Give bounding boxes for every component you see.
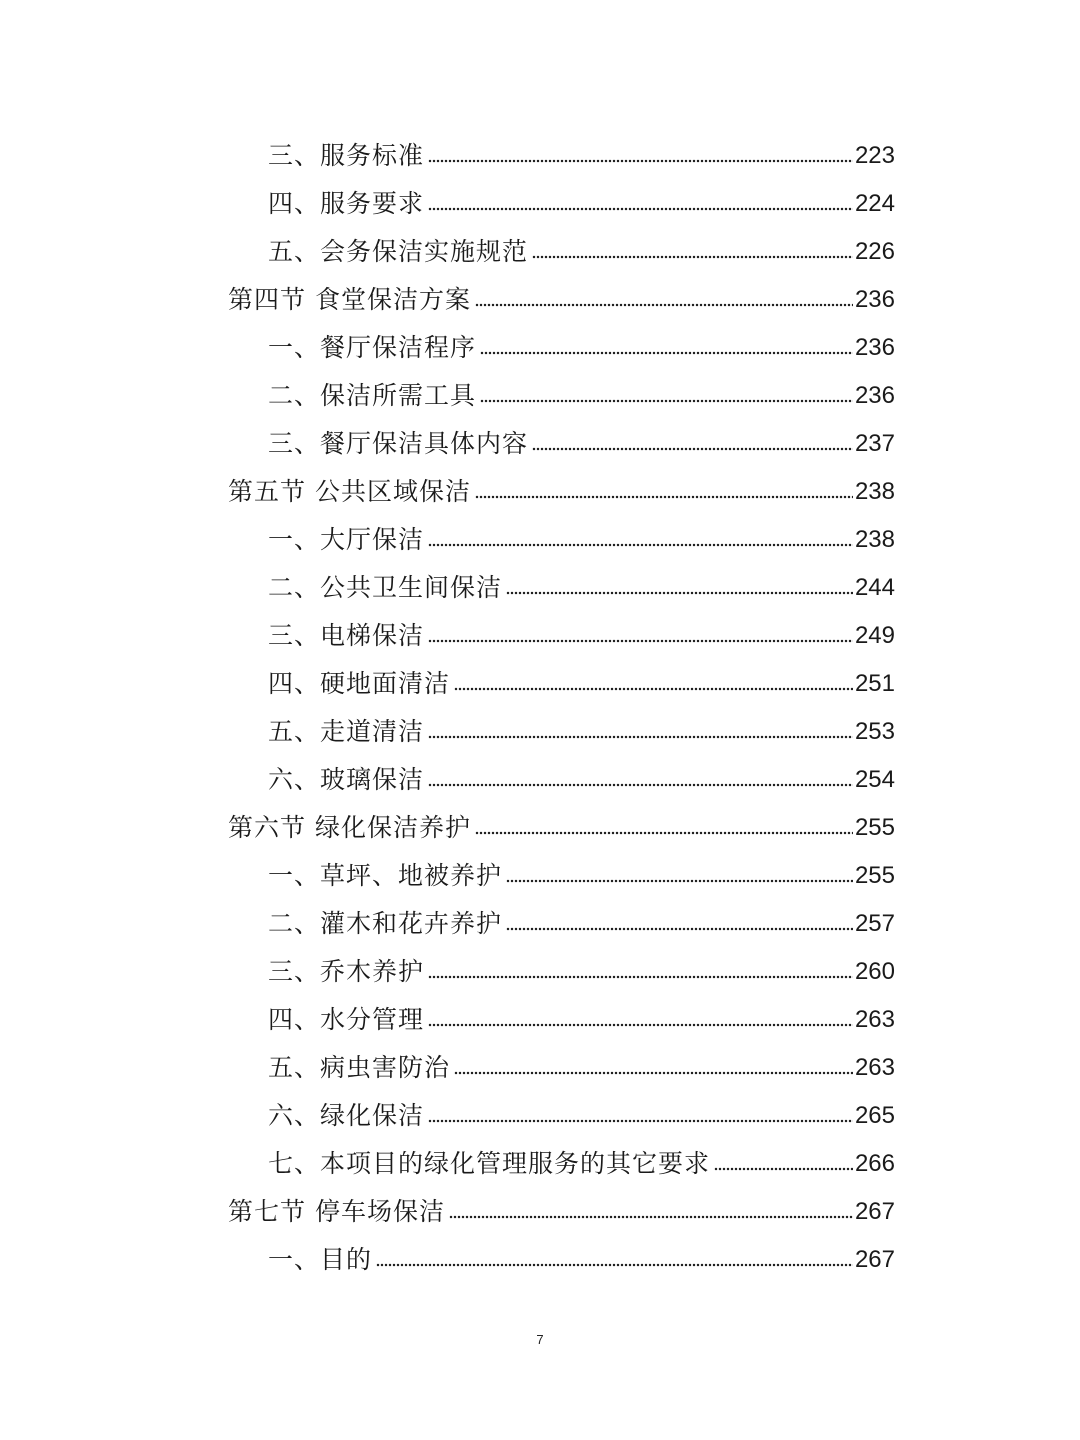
toc-entry-title: 四、服务要求 (268, 189, 425, 218)
dot-leader (506, 590, 853, 596)
toc-page-number: 236 (854, 286, 895, 313)
toc-page-number: 238 (854, 478, 895, 505)
toc-page-number: 267 (854, 1198, 895, 1225)
toc-page-number: 267 (854, 1246, 895, 1273)
toc-entry-title: 三、服务标准 (268, 141, 425, 170)
toc-entry-title: 二、保洁所需工具 (268, 381, 477, 410)
toc-section-entry[interactable] (228, 805, 895, 845)
toc-entry-title: 第五节 公共区域保洁 (228, 477, 471, 506)
toc-page-number: 257 (854, 910, 895, 937)
dot-leader (454, 1070, 853, 1076)
dot-leader (428, 782, 853, 788)
toc-entry-title: 第七节 停车场保洁 (228, 1197, 445, 1226)
toc-entry-title: 第六节 绿化保洁养护 (228, 813, 471, 842)
toc-entry[interactable] (268, 133, 895, 173)
toc-entry[interactable] (268, 949, 895, 989)
dot-leader (480, 398, 853, 404)
toc-entry[interactable] (268, 421, 895, 461)
dot-leader (428, 638, 853, 644)
toc-entry-title: 四、水分管理 (268, 1005, 425, 1034)
toc-entry-title: 三、餐厅保洁具体内容 (268, 429, 529, 458)
toc-page-number: 255 (854, 862, 895, 889)
toc-entry[interactable] (268, 517, 895, 557)
toc-entry-title: 第四节 食堂保洁方案 (228, 285, 471, 314)
dot-leader (428, 158, 853, 164)
toc-page-number: 249 (854, 622, 895, 649)
dot-leader (532, 254, 853, 260)
toc-section-entry[interactable] (228, 1189, 895, 1229)
toc-entry[interactable] (268, 901, 895, 941)
dot-leader (428, 974, 853, 980)
dot-leader (449, 1214, 853, 1220)
toc-entry[interactable] (268, 1093, 895, 1133)
toc-page-number: 237 (854, 430, 895, 457)
toc-entry-title: 二、公共卫生间保洁 (268, 573, 503, 602)
dot-leader (475, 302, 853, 308)
toc-section-entry[interactable] (228, 277, 895, 317)
toc-entry[interactable] (268, 325, 895, 365)
toc-entry[interactable] (268, 613, 895, 653)
toc-page-number: 265 (854, 1102, 895, 1129)
toc-page-number: 236 (854, 334, 895, 361)
toc-entry-title: 五、会务保洁实施规范 (268, 237, 529, 266)
dot-leader (475, 494, 853, 500)
dot-leader (454, 686, 853, 692)
toc-entry[interactable] (268, 997, 895, 1037)
toc-entry-title: 五、走道清洁 (268, 717, 425, 746)
toc-page-number: 263 (854, 1054, 895, 1081)
toc-page-number: 223 (854, 142, 895, 169)
toc-page-number: 238 (854, 526, 895, 553)
dot-leader (532, 446, 853, 452)
toc-entry[interactable] (268, 1141, 895, 1181)
toc-entry-title: 五、病虫害防治 (268, 1053, 451, 1082)
dot-leader (376, 1262, 853, 1268)
dot-leader (428, 542, 853, 548)
toc-page-number: 263 (854, 1006, 895, 1033)
toc-page-number: 266 (854, 1150, 895, 1177)
toc-entry[interactable] (268, 709, 895, 749)
dot-leader (506, 926, 853, 932)
toc-section-entry[interactable] (228, 469, 895, 509)
toc-entry[interactable] (268, 661, 895, 701)
toc-entry[interactable] (268, 757, 895, 797)
dot-leader (475, 830, 853, 836)
toc-page-number: 260 (854, 958, 895, 985)
toc-page-number: 226 (854, 238, 895, 265)
toc-entry[interactable] (268, 853, 895, 893)
toc-page-number: 255 (854, 814, 895, 841)
dot-leader (428, 1118, 853, 1124)
dot-leader (428, 206, 853, 212)
toc-entry-title: 一、大厅保洁 (268, 525, 425, 554)
toc-entry-title: 一、餐厅保洁程序 (268, 333, 477, 362)
toc-page-number: 236 (854, 382, 895, 409)
toc-page-number: 244 (854, 574, 895, 601)
dot-leader (428, 1022, 853, 1028)
toc-entry-title: 六、绿化保洁 (268, 1101, 425, 1130)
toc-entry-title: 三、电梯保洁 (268, 621, 425, 650)
toc-entry[interactable] (268, 1045, 895, 1085)
toc-page-number: 224 (854, 190, 895, 217)
toc-entry-title: 三、乔木养护 (268, 957, 425, 986)
page-number-footer: 7 (536, 1332, 544, 1347)
toc-entry-title: 四、硬地面清洁 (268, 669, 451, 698)
toc-entry-title: 七、本项目的绿化管理服务的其它要求 (268, 1149, 711, 1178)
toc-entry[interactable] (268, 181, 895, 221)
toc-entry-title: 六、玻璃保洁 (268, 765, 425, 794)
toc-entry[interactable] (268, 1237, 895, 1277)
dot-leader (714, 1166, 853, 1172)
toc-entry-title: 一、目的 (268, 1245, 373, 1274)
dot-leader (506, 878, 853, 884)
toc-entry-title: 一、草坪、地被养护 (268, 861, 503, 890)
dot-leader (428, 734, 853, 740)
toc-entry[interactable] (268, 229, 895, 269)
dot-leader (480, 350, 853, 356)
toc-page-number: 254 (854, 766, 895, 793)
toc-page-number: 253 (854, 718, 895, 745)
toc-entry[interactable] (268, 373, 895, 413)
toc-entry[interactable] (268, 565, 895, 605)
toc-entry-title: 二、灌木和花卉养护 (268, 909, 503, 938)
toc-page-number: 251 (854, 670, 895, 697)
